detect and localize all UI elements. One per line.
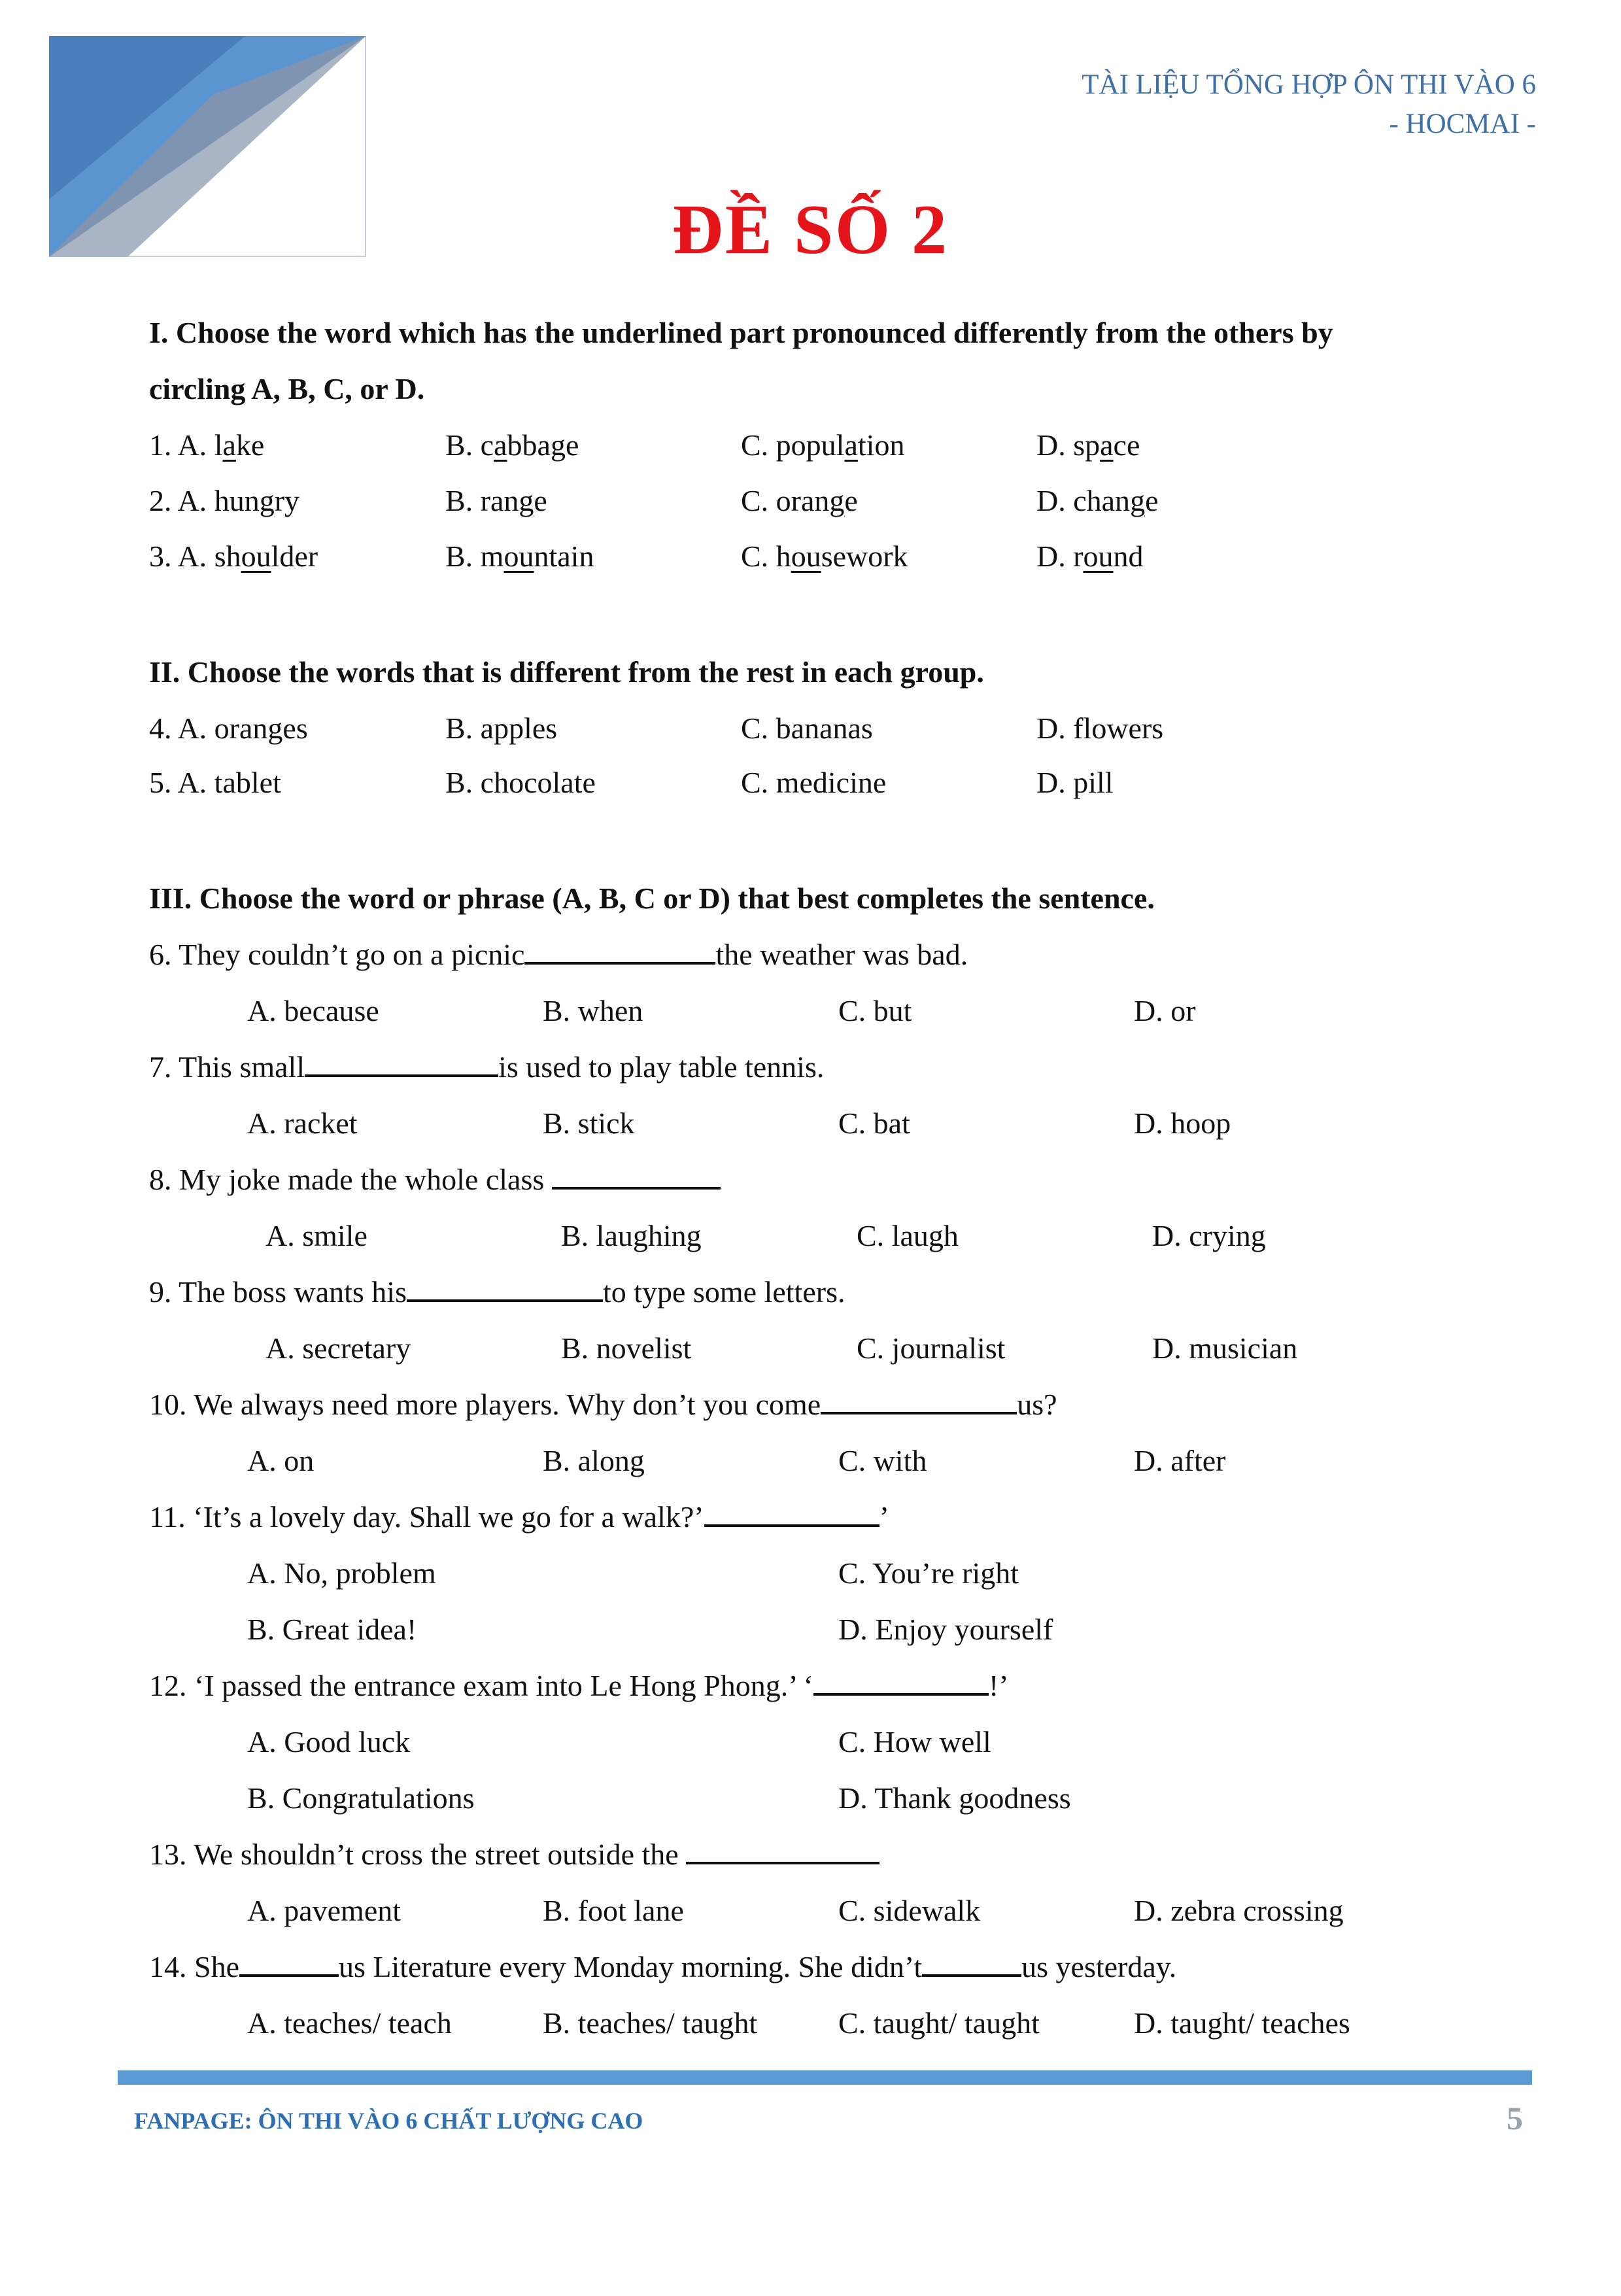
option-a: 3. A. shoulder [149, 540, 318, 573]
section-1-heading-line-1: I. Choose the word which has the underlined part pronounced differently from the others by [149, 316, 1333, 349]
option-b: B. Congratulations [247, 1781, 475, 1815]
question-8: 8. My joke made the whole class [149, 1152, 721, 1208]
section-2-heading: II. Choose the words that is different from the rest in each group. [149, 655, 984, 689]
option-d: D. hoop [1134, 1106, 1231, 1140]
option-d: D. pill [1036, 766, 1114, 799]
option-b: B. laughing [561, 1219, 702, 1252]
footer-divider [118, 2070, 1532, 2085]
option-a: A. secretary [265, 1331, 411, 1365]
option-a: A. on [247, 1444, 315, 1477]
option-b: B. range [445, 484, 547, 517]
section-1-heading [149, 305, 1509, 417]
option-d: D. flowers [1036, 711, 1164, 745]
option-c: C. bat [838, 1106, 910, 1140]
option-b: B. Great idea! [247, 1613, 417, 1646]
header-title [1082, 65, 1536, 144]
option-a: A. racket [247, 1106, 358, 1140]
option-a: 2. A. hungry [149, 484, 300, 517]
question-6: 6. They couldn’t go on a picnic the weather was bad. [149, 927, 968, 983]
option-b: B. along [543, 1444, 645, 1477]
option-d: D. taught/ teaches [1134, 2006, 1350, 2040]
option-d: D. Thank goodness [838, 1781, 1071, 1815]
option-d: D. Enjoy yourself [838, 1613, 1053, 1646]
option-a: A. pavement [247, 1894, 401, 1927]
question-10: 10. We always need more players. Why don’t you come us? [149, 1377, 1057, 1433]
section-1-heading-line-2: circling A, B, C, or D. [149, 372, 425, 405]
option-a: A. No, problem [247, 1556, 436, 1590]
option-c: C. taught/ taught [838, 2006, 1040, 2040]
option-a: 4. A. oranges [149, 711, 308, 745]
option-b: B. foot lane [543, 1894, 684, 1927]
option-b: B. novelist [561, 1331, 692, 1365]
answer-blank [704, 1498, 879, 1527]
option-d: D. musician [1152, 1331, 1298, 1365]
answer-blank [922, 1948, 1021, 1977]
header-line-2: - HOCMAI - [1389, 109, 1536, 139]
option-b: B. when [543, 994, 643, 1027]
option-c: C. housework [741, 540, 908, 573]
option-c: C. with [838, 1444, 927, 1477]
option-b: B. cabbage [445, 428, 579, 462]
question-9: 9. The boss wants his to type some letters. [149, 1264, 845, 1320]
option-a: A. Good luck [247, 1725, 411, 1758]
option-c: C. journalist [857, 1331, 1006, 1365]
option-b: B. apples [445, 711, 558, 745]
section-3-heading: III. Choose the word or phrase (A, B, C or D) that best completes the sentence. [149, 882, 1155, 915]
question-7: 7. This small is used to play table tennis. [149, 1039, 824, 1095]
option-c: C. laugh [857, 1219, 959, 1252]
option-b: B. mountain [445, 540, 594, 573]
option-c: C. medicine [741, 766, 887, 799]
question-13: 13. We shouldn’t cross the street outside the [149, 1826, 879, 1883]
answer-blank [686, 1836, 879, 1864]
option-c: C. bananas [741, 711, 873, 745]
question-12: 12. ‘I passed the entrance exam into Le Hong Phong.’ ‘ !’ [149, 1658, 1009, 1714]
option-c: C. orange [741, 484, 858, 517]
answer-blank [552, 1161, 721, 1190]
option-d: D. change [1036, 484, 1159, 517]
option-a: A. teaches/ teach [247, 2006, 452, 2040]
option-a: 1. A. lake [149, 428, 265, 462]
question-14: 14. She us Literature every Monday morning. She didn’t us yesterday. [149, 1939, 1176, 1995]
option-c: C. sidewalk [838, 1894, 981, 1927]
option-d: D. after [1134, 1444, 1226, 1477]
option-c: C. population [741, 428, 905, 462]
option-d: D. crying [1152, 1219, 1266, 1252]
option-d: D. space [1036, 428, 1140, 462]
footer-fanpage: FANPAGE: ÔN THI VÀO 6 CHẤT LƯỢNG CAO [134, 2108, 643, 2134]
answer-blank [821, 1386, 1017, 1414]
option-c: C. You’re right [838, 1556, 1019, 1590]
option-b: B. chocolate [445, 766, 596, 799]
option-a: A. smile [265, 1219, 367, 1252]
answer-blank [813, 1667, 989, 1696]
option-c: C. How well [838, 1725, 991, 1758]
answer-blank [407, 1273, 603, 1302]
answer-blank [239, 1948, 339, 1977]
answer-blank [524, 936, 715, 965]
option-a: 5. A. tablet [149, 766, 281, 799]
option-b: B. stick [543, 1106, 635, 1140]
question-11: 11. ‘It’s a lovely day. Shall we go for a walk?’ ’ [149, 1489, 889, 1545]
header-line-1: TÀI LIỆU TỔNG HỢP ÔN THI VÀO 6 [1082, 69, 1536, 100]
option-c: C. but [838, 994, 912, 1027]
document-title: ĐỀ SỐ 2 [672, 191, 949, 269]
page-number: 5 [1507, 2100, 1523, 2136]
option-d: D. zebra crossing [1134, 1894, 1344, 1927]
option-b: B. teaches/ taught [543, 2006, 758, 2040]
option-d: D. or [1134, 994, 1196, 1027]
option-d: D. round [1036, 540, 1144, 573]
option-a: A. because [247, 994, 379, 1027]
answer-blank [305, 1048, 498, 1077]
